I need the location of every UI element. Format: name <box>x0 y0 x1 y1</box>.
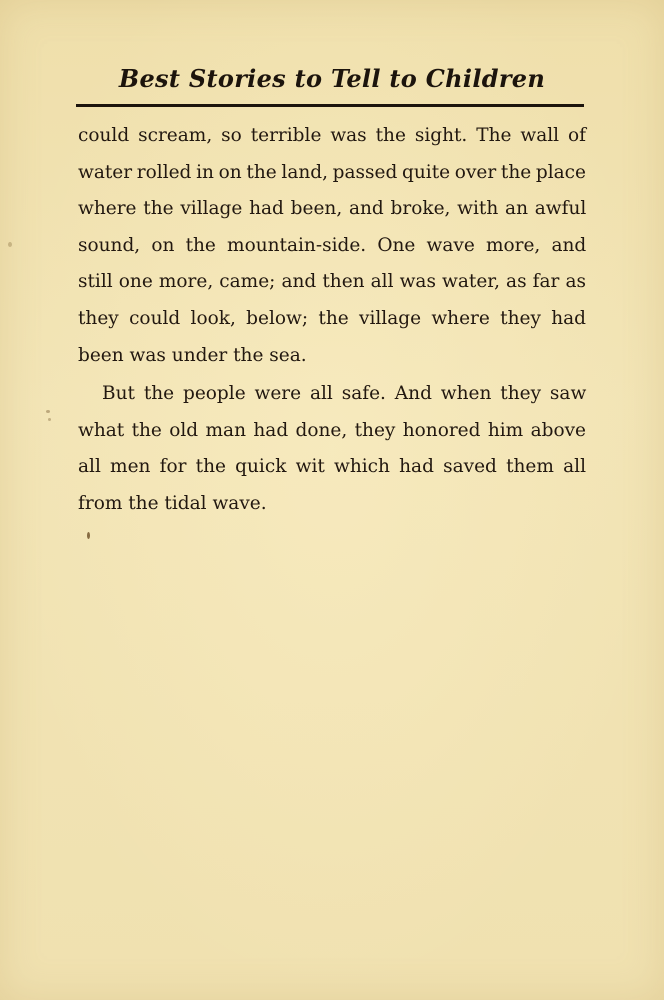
paragraph-1 <box>78 118 586 374</box>
text-line: But the people were all safe. And when they saw <box>102 383 587 405</box>
text-line: could scream, so terrible was the sight. The wall of <box>78 125 586 146</box>
text-line: water rolled in on the land, passed quite over the place <box>78 161 586 183</box>
text-line: where the village had been, and broke, with an awful <box>78 198 587 220</box>
paper-speck <box>8 242 12 247</box>
body-text <box>78 118 586 523</box>
paper-speck <box>87 532 90 539</box>
paper-speck <box>46 410 50 413</box>
text-line: sound, on the mountain-side. One wave more, and <box>78 234 587 256</box>
paper-speck <box>48 418 51 421</box>
text-line: from the tidal wave. <box>78 492 267 514</box>
text-line: what the old man had done, they honored him above <box>78 419 586 441</box>
paragraph-2 <box>78 376 586 522</box>
running-head: Best Stories to Tell to Children <box>118 64 546 93</box>
text-line: all men for the quick wit which had saved them all <box>78 456 586 478</box>
text-line: still one more, came; and then all was water, as far as <box>78 271 586 293</box>
text-line: they could look, below; the village where they had <box>78 307 586 329</box>
header-rule <box>76 104 584 107</box>
text-line: been was under the sea. <box>78 344 307 366</box>
